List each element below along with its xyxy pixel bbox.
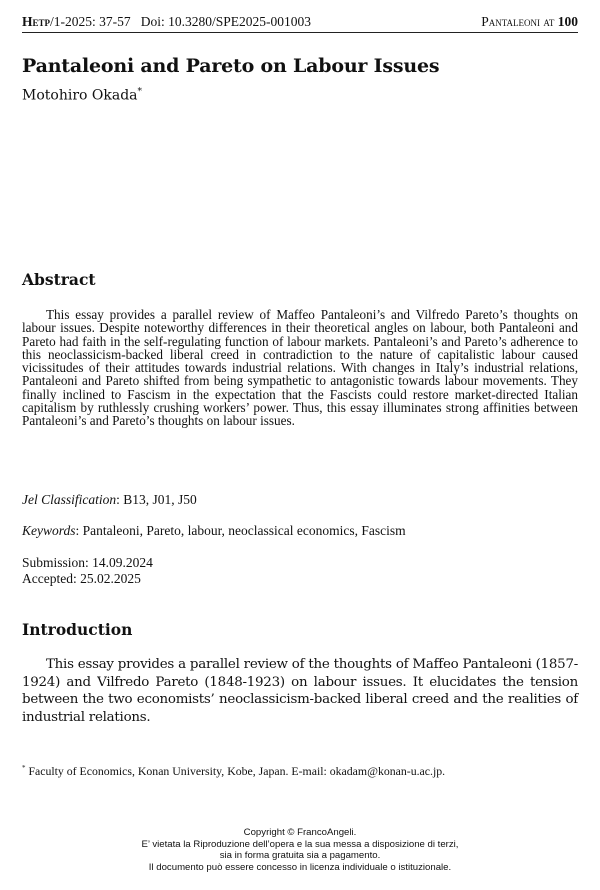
author-footnote-mark[interactable]: * [137, 87, 142, 97]
copyright-notice [22, 827, 578, 873]
series-name: Pantaleoni at [481, 14, 555, 29]
series-number: 100 [557, 14, 578, 29]
article-title: Pantaleoni and Pareto on Labour Issues [22, 55, 440, 77]
jel-codes: : B13, J01, J50 [116, 492, 197, 507]
keywords [22, 523, 406, 539]
copyright-line: Copyright © FrancoAngeli. [243, 827, 357, 838]
journal-name: Hetp [22, 14, 51, 29]
abstract-heading: Abstract [22, 270, 96, 289]
doi-value[interactable]: 10.3280/SPE2025-001003 [168, 14, 312, 29]
doi-label: Doi: [140, 14, 165, 29]
jel-label: Jel Classification [22, 492, 117, 507]
footnote-mark: * [22, 764, 26, 773]
author-footnote [22, 764, 445, 779]
submission-date: Submission: 14.09.2024 [22, 555, 153, 570]
abstract-body: This essay provides a parallel review of Maffeo Pantaleoni’s and Vilfredo Pareto’s thoughts on labour issues. Despite noteworthy differences in their theoretical angles on labour, both Pantaleoni and Pareto had faith in the self-regulating function of labour markets. Pantaleoni’s and Pareto’s adherence to this neoclassicism-backed liberal creed in contradiction to the nature of capitalistic labour caused vicissitudes of their attitudes towards industrial relations. With changes in Italy’s industrial relations, Pantaleoni and Pareto shifted from being sympathetic to antagonistic towards labour movements. They finally inclined to Fascism in the expectation that the Fascists could restore market-directed Italian capitalism by ruthlessly crushing workers’ power. Thus, this essay illuminates strong affinities between Pantaleoni’s and Pareto’s thoughts on labour issues. [22, 307, 578, 429]
document-page [22, 0, 578, 890]
keywords-list: : Pantaleoni, Pareto, labour, neoclassical economics, Fascism [75, 523, 406, 538]
copyright-line: E’ vietata la Riproduzione dell’opera e la sua messa a disposizione di terzi, [141, 838, 459, 850]
keywords-label: Keywords [22, 523, 76, 538]
copyright-line: Il documento può essere concesso in licenza individuale o istituzionale. [148, 861, 452, 873]
author-line [22, 87, 142, 104]
issue-pages: /1-2025: 37-57 [50, 14, 131, 29]
introduction-heading: Introduction [22, 620, 133, 639]
author-name: Motohiro Okada [22, 87, 138, 104]
journal-citation [22, 14, 311, 30]
running-header [22, 14, 578, 33]
introduction-body: This essay provides a parallel review of the thoughts of Maffeo Pantaleoni (1857-1924) and Vilfredo Pareto (1848-1923) on labour issues. It elucidates the tension between the two economists’ neoclassicism-backed liberal creed and the realities of industrial relations. [22, 657, 578, 725]
accepted-date: Accepted: 25.02.2025 [22, 571, 141, 586]
footnote-text: Faculty of Economics, Konan University, Kobe, Japan. E-mail: okadam@konan-u.ac.jp. [25, 764, 446, 778]
copyright-line: sia in forma gratuita sia a pagamento. [219, 850, 381, 861]
jel-classification [22, 492, 197, 508]
series-title [481, 14, 578, 30]
